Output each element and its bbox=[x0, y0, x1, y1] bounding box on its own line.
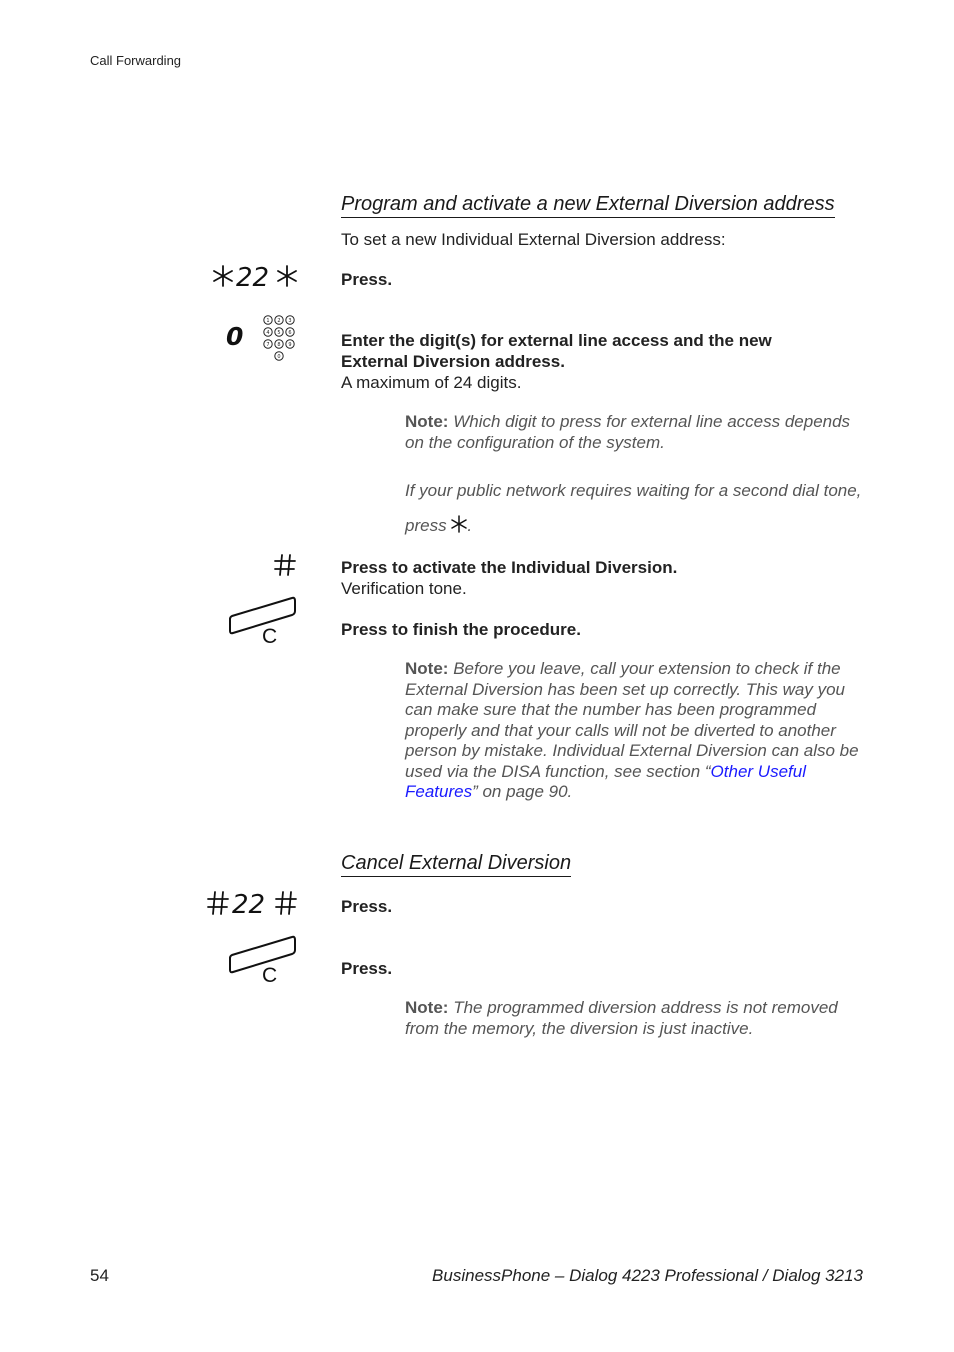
svg-text:1: 1 bbox=[266, 318, 270, 324]
step-activate-sub: Verification tone. bbox=[341, 579, 467, 598]
svg-text:22: 22 bbox=[236, 263, 270, 292]
note-second-dial-tone bbox=[405, 473, 863, 543]
step-enter-digits-sub: A maximum of 24 digits. bbox=[341, 373, 522, 392]
note-text: Which digit to press for external line access depends on the configuration of the system. bbox=[405, 412, 851, 452]
note-text-2: If your public network requires waiting for a second dial tone, press bbox=[405, 481, 862, 535]
step-press-clear: Press. bbox=[341, 959, 393, 978]
svg-text:6: 6 bbox=[288, 330, 292, 336]
svg-text:5: 5 bbox=[277, 330, 281, 336]
step-activate-bold: Press to activate the Individual Diversion. bbox=[341, 558, 678, 577]
zero-key: 0 bbox=[226, 322, 244, 351]
clear-key-letter: C bbox=[262, 625, 278, 648]
note-text: Before you leave, call your extension to check if the External Diversion has been set up correctly. This way you can make sure that the number has been programmed properly and that your calls will not be diverted to another person by mistake. Individual External Diversion can also be used via the DISA function, see section “ bbox=[405, 659, 859, 781]
clear-key-letter: C bbox=[262, 964, 278, 987]
svg-text:2: 2 bbox=[277, 318, 281, 324]
svg-text:4: 4 bbox=[266, 330, 270, 336]
star-22-star-key bbox=[212, 262, 298, 292]
note-check-extension bbox=[405, 659, 863, 803]
note-text-end: ” on page 90. bbox=[472, 782, 573, 801]
running-header: Call Forwarding bbox=[90, 53, 182, 68]
keypad-icon bbox=[262, 314, 298, 364]
step-press-1: Press. bbox=[341, 270, 393, 289]
note-label: Note: bbox=[405, 659, 449, 678]
section-title-program: Program and activate a new External Diversion address bbox=[341, 193, 835, 218]
hash-22-hash-key bbox=[206, 888, 298, 918]
note-label: Note: bbox=[405, 412, 449, 431]
step-enter-digits bbox=[341, 330, 821, 393]
svg-text:3: 3 bbox=[288, 318, 292, 324]
hash-key-icon bbox=[273, 553, 297, 577]
note-text: The programmed diversion address is not removed from the memory, the diversion is just inactive. bbox=[405, 998, 838, 1038]
note-label: Note: bbox=[405, 998, 449, 1017]
note-diversion-inactive bbox=[405, 998, 863, 1039]
step-press-cancel: Press. bbox=[341, 897, 393, 916]
page-number: 54 bbox=[90, 1266, 109, 1285]
other-useful-features-link[interactable]: Other Useful Features bbox=[405, 761, 806, 801]
svg-text:7: 7 bbox=[266, 342, 270, 348]
section-title-cancel: Cancel External Diversion bbox=[341, 852, 571, 877]
note-text-2-end: . bbox=[467, 516, 473, 535]
step-activate bbox=[341, 557, 821, 599]
svg-text:8: 8 bbox=[277, 342, 281, 348]
svg-text:22: 22 bbox=[232, 890, 266, 918]
footer-title: BusinessPhone – Dialog 4223 Professional / Dialog 3213 bbox=[432, 1266, 863, 1285]
step-enter-digits-bold: Enter the digit(s) for external line access and the new External Diversion address. bbox=[341, 331, 772, 371]
star-key-icon bbox=[451, 515, 467, 533]
svg-text:0: 0 bbox=[277, 354, 281, 360]
note-external-access bbox=[405, 412, 863, 453]
svg-text:9: 9 bbox=[288, 342, 292, 348]
step-finish: Press to finish the procedure. bbox=[341, 620, 581, 639]
intro-text: To set a new Individual External Diversion address: bbox=[341, 230, 726, 249]
